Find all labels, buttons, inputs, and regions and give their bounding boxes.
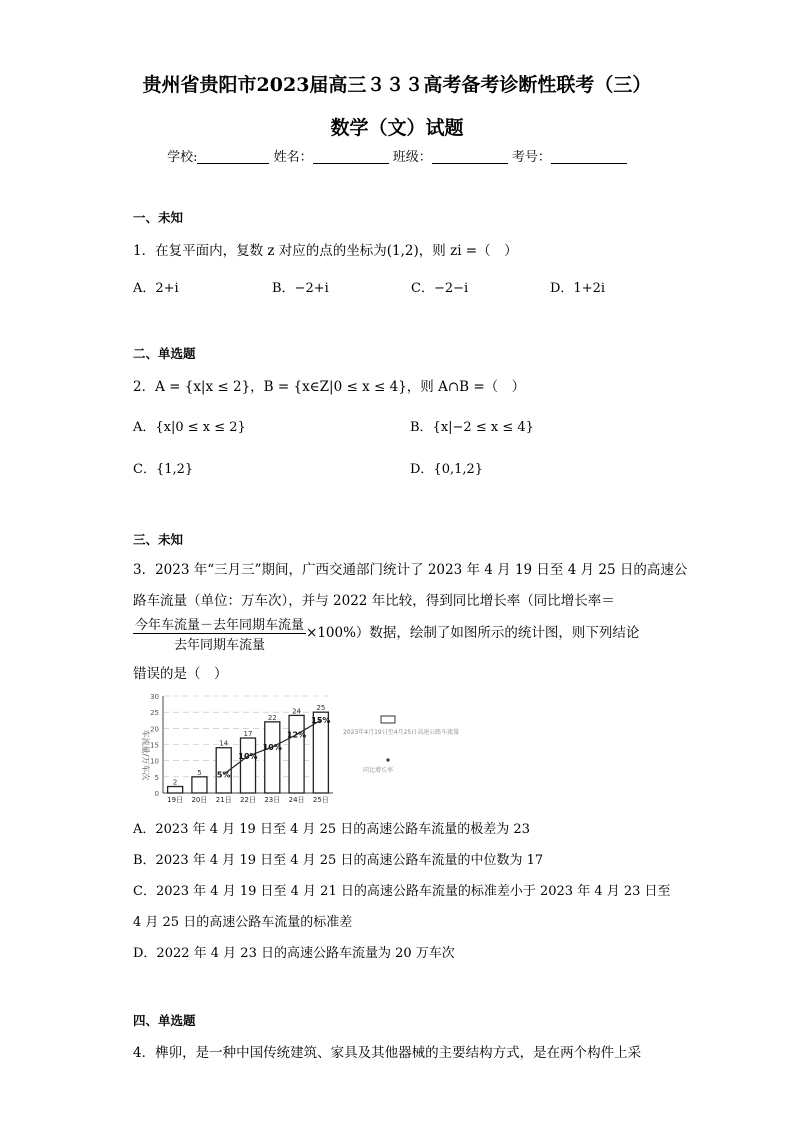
student-info-line bbox=[0, 146, 794, 165]
school-blank[interactable] bbox=[197, 149, 269, 164]
legend-line-swatch bbox=[386, 758, 389, 761]
page-subtitle: 数学（文）试题 bbox=[330, 117, 464, 139]
number-blank[interactable] bbox=[551, 149, 627, 164]
q3-line3-tail: ×100%）数据，绘制了如图所示的统计图，则下列结论 bbox=[306, 625, 640, 641]
q2-option-c: C．{1,2} bbox=[133, 462, 194, 477]
chart-bar bbox=[192, 777, 207, 793]
q4-stem: 4．榫卯，是一种中国传统建筑、家具及其他器械的主要结构方式，是在两个构件上采 bbox=[133, 1045, 642, 1061]
section-heading: 四、单选题 bbox=[133, 1013, 196, 1028]
legend-bar-swatch bbox=[381, 716, 395, 723]
q2-option-b: B．{x|−2 ≤ x ≤ 4} bbox=[410, 420, 534, 435]
chart-xlabels bbox=[167, 796, 329, 804]
q3-line2: 路车流量（单位：万车次），并与 2022 年比较，得到同比增长率（同比增长率＝ bbox=[133, 593, 615, 609]
q2-option-a: A．{x|0 ≤ x ≤ 2} bbox=[133, 420, 246, 435]
name-label: 姓名： bbox=[273, 150, 313, 165]
chart-xtick-label: 19日 bbox=[167, 796, 184, 804]
chart-xtick-label: 22日 bbox=[240, 796, 256, 804]
q2-option-d: D．{0,1,2} bbox=[410, 462, 484, 477]
chart-growth-label: 10% bbox=[262, 742, 282, 752]
chart-xtick-label: 23日 bbox=[264, 796, 281, 804]
chart-xtick-label: 21日 bbox=[215, 796, 232, 804]
number-label: 考号： bbox=[511, 150, 551, 165]
section-heading: 三、未知 bbox=[133, 532, 184, 547]
chart-ytick-label: 20 bbox=[150, 725, 159, 734]
q1-option-d: D．1+2i bbox=[550, 281, 606, 296]
class-label: 班级： bbox=[392, 150, 432, 165]
chart-bar bbox=[262, 722, 282, 793]
q3-option-c: C．2023 年 4 月 19 日至 4 月 21 日的高速公路车流量的标准差小于 2023 年 4 月 23 日至 bbox=[133, 884, 671, 899]
q3-line3 bbox=[133, 614, 639, 653]
chart-value-label: 25 bbox=[316, 704, 326, 713]
chart-value-label: 2 bbox=[172, 778, 178, 787]
chart-value-label: 14 bbox=[219, 739, 229, 748]
growth-rate-fraction bbox=[133, 614, 306, 653]
section-heading: 一、未知 bbox=[133, 210, 184, 225]
q1-option-c: C．−2−i bbox=[411, 281, 469, 296]
chart-xtick-label: 24日 bbox=[288, 796, 305, 804]
q3-option-d: D．2022 年 4 月 23 日的高速公路车流量为 20 万车次 bbox=[133, 946, 455, 961]
chart-value-label: 24 bbox=[292, 707, 302, 716]
q3-line4: 错误的是（ ） bbox=[133, 666, 228, 682]
chart-legend bbox=[343, 716, 459, 774]
chart-ytick-label: 0 bbox=[154, 790, 159, 798]
q1-option-a: A．2+i bbox=[133, 281, 179, 296]
q3-option-a: A．2023 年 4 月 19 日至 4 月 25 日的高速公路车流量的极差为 23 bbox=[133, 822, 530, 837]
chart-ytick-label: 25 bbox=[150, 709, 159, 718]
chart-value-label: 22 bbox=[267, 713, 277, 722]
chart-value-label: 5 bbox=[197, 768, 202, 777]
q2-stem: 2．A = {x|x ≤ 2}，B = {x∈Z|0 ≤ x ≤ 4}，则 A∩B =（ ） bbox=[133, 379, 526, 395]
chart-xtick-label: 20日 bbox=[191, 796, 208, 804]
q3-line1: 3．2023 年“三月三”期间，广西交通部门统计了 2023 年 4 月 19 日至 4 月 25 日的高速公 bbox=[133, 562, 688, 578]
q1-option-b: B．−2+i bbox=[272, 281, 329, 296]
section-heading: 二、单选题 bbox=[133, 346, 196, 361]
chart-xtick-label: 25日 bbox=[312, 796, 329, 804]
chart-ytick-label: 15 bbox=[150, 741, 159, 750]
q3-option-b: B．2023 年 4 月 19 日至 4 月 25 日的高速公路车流量的中位数为 17 bbox=[133, 853, 544, 868]
chart-bars bbox=[168, 704, 329, 793]
traffic-chart bbox=[133, 690, 463, 805]
chart-growth-label: 5% bbox=[216, 770, 231, 780]
chart-yticks bbox=[150, 693, 159, 798]
chart-growth-label: 10% bbox=[238, 752, 258, 762]
page-title: 贵州省贵阳市2023届高三３３３高考备考诊断性联考（三） bbox=[142, 74, 652, 96]
class-blank[interactable] bbox=[432, 149, 508, 164]
chart-bar bbox=[168, 787, 183, 793]
chart-bar bbox=[238, 738, 258, 793]
chart-growth-label: 12% bbox=[286, 730, 307, 740]
chart-value-label: 17 bbox=[243, 730, 253, 739]
fraction-numerator: 今年车流量－去年同期车流量 bbox=[133, 614, 306, 634]
name-blank[interactable] bbox=[313, 149, 389, 164]
chart-bar bbox=[286, 715, 307, 793]
q3-option-c-cont: 4 月 25 日的高速公路车流量的标准差 bbox=[133, 915, 353, 930]
school-label: 学校: bbox=[167, 150, 198, 165]
chart-growth-label: 15% bbox=[311, 716, 331, 726]
chart-ylabel: 车流量/万车次 bbox=[141, 729, 150, 781]
q1-stem: 1．在复平面内，复数 z 对应的点的坐标为(1,2)，则 zi =（ ） bbox=[133, 243, 518, 259]
legend-bar-label: 2023年4月19日至4月25日高速公路车流量 bbox=[343, 729, 460, 736]
chart-ytick-label: 30 bbox=[150, 693, 159, 701]
legend-line-label: 同比增长率 bbox=[363, 767, 394, 774]
fraction-denominator: 去年同期车流量 bbox=[174, 638, 266, 653]
chart-ytick-label: 10 bbox=[150, 757, 159, 766]
chart-ytick-label: 5 bbox=[154, 773, 159, 782]
